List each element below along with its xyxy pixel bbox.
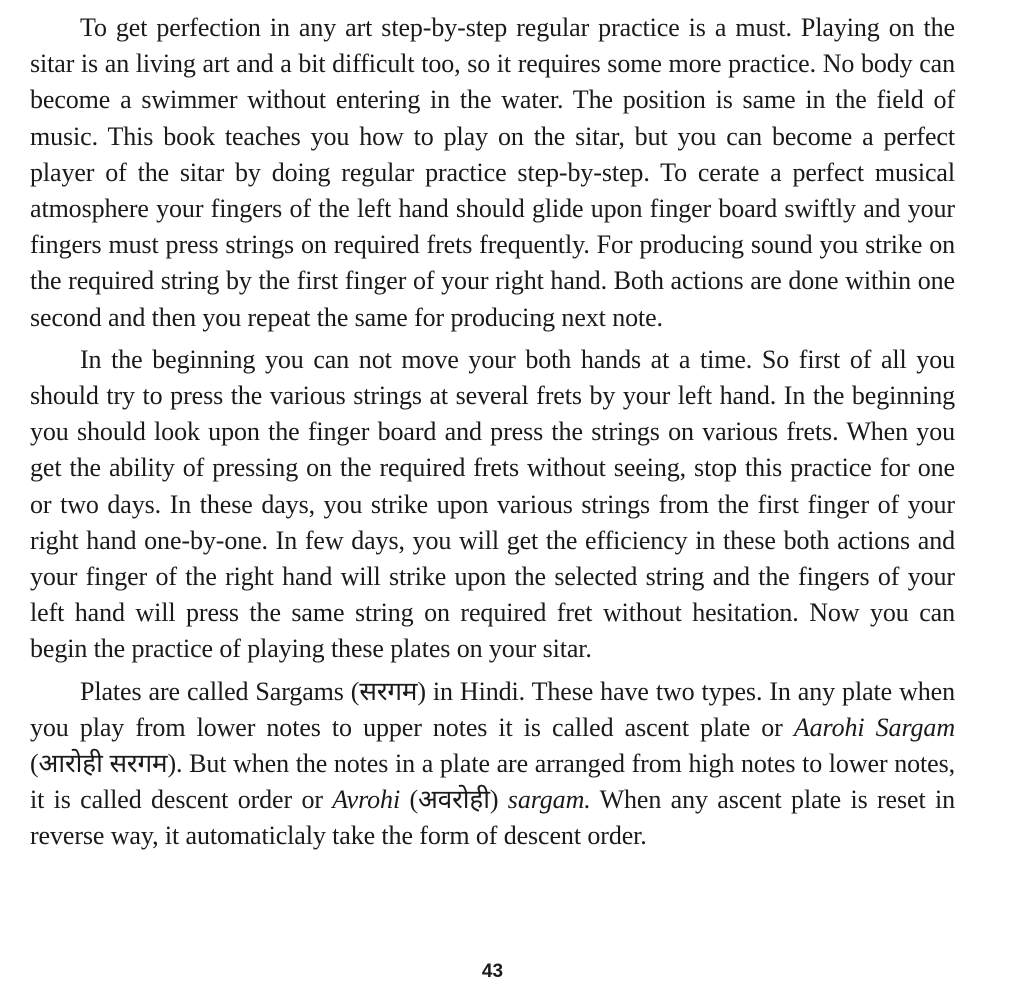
term-sargam: sargam. xyxy=(507,785,591,815)
paragraph-3-text-b: (आरोही सरगम). But when the notes in a plate are arranged from high notes to lower notes, it is called descent order or xyxy=(30,749,955,815)
book-page xyxy=(30,10,955,993)
term-avrohi: Avrohi xyxy=(332,785,401,815)
paragraph-3-text-c: (अवरोही) xyxy=(400,785,508,815)
paragraph-1: To get perfection in any art step-by-step regular practice is a must. Playing on the sitar is an living art and a bit difficult too, so it requires some more practice. No body can become a swimmer without entering in the water. The position is same in the field of music. This book teaches you how to play on the sitar, but you can become a perfect player of the sitar by doing regular practice step-by-step. To cerate a perfect musical atmosphere your fingers of the left hand should glide upon finger board swiftly and your fingers must press strings on required frets frequently. For producing sound you strike on the required string by the first finger of your right hand. Both actions are done within one second and then you repeat the same for producing next note. xyxy=(30,13,955,332)
paragraph-2: In the beginning you can not move your both hands at a time. So first of all you should try to press the various strings at several frets by your left hand. In the beginning you should look upon the finger board and press the strings on various frets. When you get the ability of pressing on the required frets without seeing, stop this practice for one or two days. In these days, you strike upon various strings from the first finger of your right hand one-by-one. In few days, you will get the efficiency in these both actions and your finger of the right hand will strike upon the selected string and the fingers of your left hand will press the same string on required fret without hesitation. Now you can begin the practice of playing these plates on your sitar. xyxy=(30,344,955,664)
paragraph-3 xyxy=(30,674,955,855)
paragraph-3-text-d: When any ascent plate is reset in reverse way, it automaticlaly take the form of descent order. xyxy=(30,785,955,851)
paragraph-3-text-a: Plates are called Sargams (सरगम) in Hindi. These have two types. In any plate when you play from lower notes to upper notes it is called ascent plate or xyxy=(30,676,955,742)
page-number: 43 xyxy=(481,961,504,982)
term-aarohi-sargam: Aarohi Sargam xyxy=(793,712,955,742)
